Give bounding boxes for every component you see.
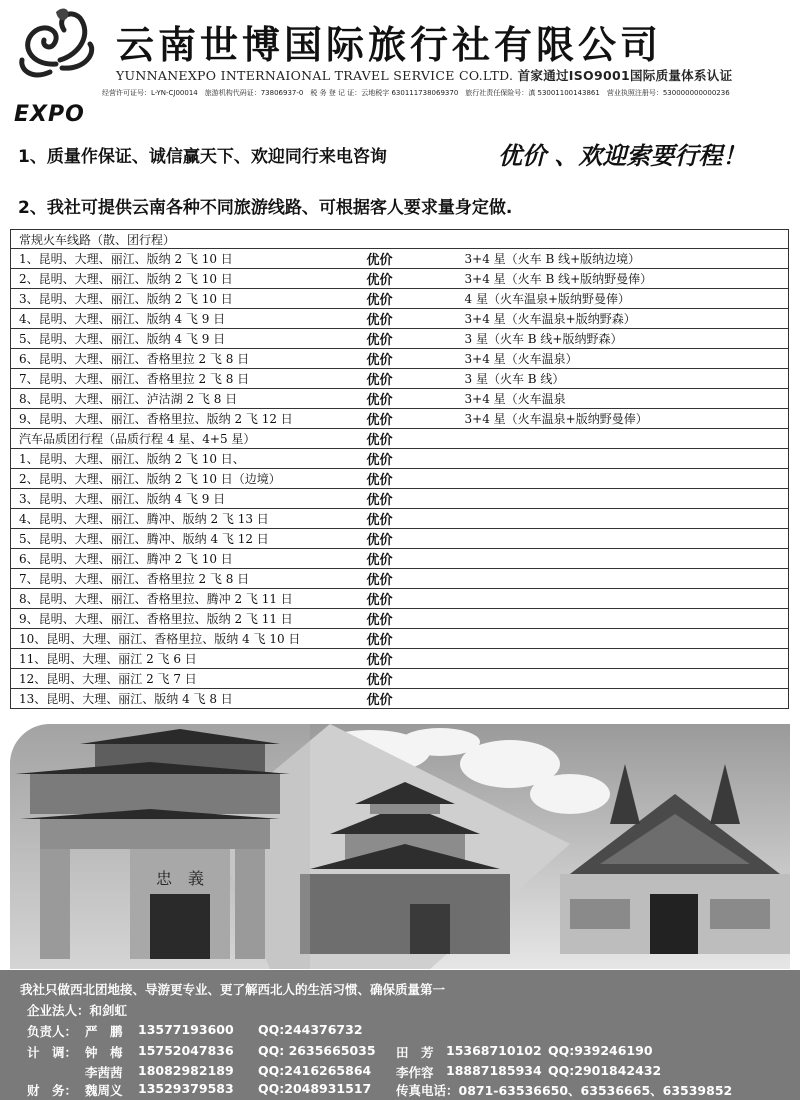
- note-cell: [459, 549, 789, 569]
- route-table-body: [11, 230, 789, 709]
- slogan-1: 1、质量作保证、诚信赢天下、欢迎同行来电咨询: [18, 147, 387, 167]
- note-cell: [459, 629, 789, 649]
- table-row: [11, 369, 789, 389]
- table-row: [11, 529, 789, 549]
- route-cell: 9、昆明、大理、丽江、香格里拉、版纳 2 飞 12 日: [11, 409, 363, 429]
- table-row: [11, 669, 789, 689]
- price-cell: 优价: [363, 349, 459, 369]
- table-row: [11, 569, 789, 589]
- note-cell: [459, 230, 789, 249]
- contact-phone: 13529379583: [138, 1081, 234, 1096]
- contact-qq: QQ:2416265864: [258, 1063, 372, 1078]
- note-cell: [459, 669, 789, 689]
- table-row: [11, 609, 789, 629]
- note-cell: 3 星（火车 B 线+版纳野森）: [459, 329, 789, 349]
- route-cell: 9、昆明、大理、丽江、香格里拉、版纳 2 飞 11 日: [11, 609, 363, 629]
- table-row: [11, 329, 789, 349]
- note-cell: 3+4 星（火车温泉）: [459, 349, 789, 369]
- footer-statement: 我社只做西北团地接、导游更专业、更了解西北人的生活习惯、确保质量第一: [20, 982, 446, 997]
- price-cell: 优价: [363, 309, 459, 329]
- contact-name: 魏周义: [85, 1083, 123, 1098]
- route-cell: 汽车品质团行程（品质行程 4 星、4+5 星）: [11, 429, 363, 449]
- contact-role: 计 调：: [27, 1045, 78, 1060]
- contact-name: 钟 梅: [85, 1045, 123, 1060]
- note-cell: [459, 649, 789, 669]
- route-cell: 4、昆明、大理、丽江、版纳 4 飞 9 日: [11, 309, 363, 329]
- paifang-gate-image: [10, 724, 310, 969]
- company-name: 云南世博国际旅行社有限公司: [116, 23, 663, 67]
- contact-role: 财 务：: [27, 1083, 78, 1098]
- gate-plaque-text: 忠 義: [156, 869, 205, 888]
- contact-phone: 13577193600: [138, 1022, 234, 1037]
- note-cell: [459, 469, 789, 489]
- price-cell: 优价: [363, 629, 459, 649]
- note-cell: [459, 489, 789, 509]
- route-cell: 8、昆明、大理、丽江、香格里拉、腾冲 2 飞 11 日: [11, 589, 363, 609]
- route-cell: 2、昆明、大理、丽江、版纳 2 飞 10 日（边境）: [11, 469, 363, 489]
- table-row: [11, 449, 789, 469]
- note-cell: [459, 609, 789, 629]
- note-cell: [459, 509, 789, 529]
- contact-name-2: 田 芳: [396, 1045, 434, 1060]
- note-cell: 3+4 星（火车温泉+版纳野曼俸）: [459, 409, 789, 429]
- price-cell: 优价: [363, 589, 459, 609]
- contact-name-2: 李作容: [396, 1065, 434, 1080]
- contact-qq: QQ: 2635665035: [258, 1043, 376, 1058]
- price-cell: 优价: [363, 509, 459, 529]
- table-row: [11, 649, 789, 669]
- price-cell: [363, 230, 459, 249]
- contact-name: 李茜茜: [85, 1065, 123, 1080]
- price-cell: 优价: [363, 609, 459, 629]
- footer: [0, 970, 800, 1100]
- contact-name: 严 鹏: [85, 1024, 123, 1039]
- price-cell: 优价: [363, 369, 459, 389]
- price-cell: 优价: [363, 669, 459, 689]
- contact-phone: 15752047836: [138, 1043, 234, 1058]
- price-cell: 优价: [363, 489, 459, 509]
- route-cell: 3、昆明、大理、丽江、版纳 4 飞 9 日: [11, 489, 363, 509]
- price-cell: 优价: [363, 529, 459, 549]
- note-cell: [459, 449, 789, 469]
- table-row: [11, 489, 789, 509]
- route-cell: 4、昆明、大理、丽江、腾冲、版纳 2 飞 13 日: [11, 509, 363, 529]
- table-row: [11, 629, 789, 649]
- route-cell: 8、昆明、大理、丽江、泸沽湖 2 飞 8 日: [11, 389, 363, 409]
- note-cell: 3+4 星（火车温泉+版纳野森）: [459, 309, 789, 329]
- price-cell: 优价: [363, 449, 459, 469]
- table-row: [11, 269, 789, 289]
- route-cell: 13、昆明、大理、丽江、版纳 4 飞 8 日: [11, 689, 363, 709]
- table-row: [11, 469, 789, 489]
- table-row: [11, 409, 789, 429]
- note-cell: [459, 529, 789, 549]
- table-row: [11, 549, 789, 569]
- slogan-2: 2、我社可提供云南各种不同旅游线路、可根据客人要求量身定做.: [18, 198, 513, 218]
- photo-band: [10, 724, 790, 969]
- table-row: [11, 509, 789, 529]
- price-cell: 优价: [363, 689, 459, 709]
- table-row: [11, 230, 789, 249]
- expo-logo-icon: [10, 4, 102, 100]
- route-cell: 6、昆明、大理、丽江、香格里拉 2 飞 8 日: [11, 349, 363, 369]
- price-cell: 优价: [363, 469, 459, 489]
- table-row: [11, 589, 789, 609]
- route-cell: 7、昆明、大理、丽江、香格里拉 2 飞 8 日: [11, 569, 363, 589]
- route-cell: 常规火车线路（散、团行程）: [11, 230, 363, 249]
- price-cell: 优价: [363, 289, 459, 309]
- price-cell: 优价: [363, 329, 459, 349]
- price-cell: 优价: [363, 409, 459, 429]
- note-cell: 3+4 星（火车 B 线+版纳野曼俸）: [459, 269, 789, 289]
- contact-qq-2: QQ:939246190: [548, 1043, 653, 1058]
- contact-phone-2: 15368710102: [446, 1043, 542, 1058]
- price-cell: 优价: [363, 389, 459, 409]
- contact-phone-2: 18887185934: [446, 1063, 542, 1078]
- route-cell: 1、昆明、大理、丽江、版纳 2 飞 10 日: [11, 249, 363, 269]
- route-cell: 10、昆明、大理、丽江、香格里拉、版纳 4 飞 10 日: [11, 629, 363, 649]
- price-cell: 优价: [363, 249, 459, 269]
- note-cell: [459, 569, 789, 589]
- fax-numbers: 传真电话：0871-63536650、63536665、63539852: [396, 1083, 733, 1098]
- route-cell: 7、昆明、大理、丽江、香格里拉 2 飞 8 日: [11, 369, 363, 389]
- contact-phone: 18082982189: [138, 1063, 234, 1078]
- route-cell: 3、昆明、大理、丽江、版纳 2 飞 10 日: [11, 289, 363, 309]
- note-cell: [459, 689, 789, 709]
- note-cell: 3+4 星（火车温泉: [459, 389, 789, 409]
- note-cell: 3+4 星（火车 B 线+版纳边境）: [459, 249, 789, 269]
- price-cell: 优价: [363, 569, 459, 589]
- price-cell: 优价: [363, 429, 459, 449]
- contact-qq-2: QQ:2901842432: [548, 1063, 662, 1078]
- route-cell: 1、昆明、大理、丽江、版纳 2 飞 10 日、: [11, 449, 363, 469]
- route-cell: 6、昆明、大理、丽江、腾冲 2 飞 10 日: [11, 549, 363, 569]
- route-table: [10, 229, 789, 709]
- note-cell: [459, 429, 789, 449]
- price-cell: 优价: [363, 649, 459, 669]
- header: [0, 0, 800, 230]
- route-cell: 5、昆明、大理、丽江、版纳 4 飞 9 日: [11, 329, 363, 349]
- table-row: [11, 289, 789, 309]
- route-cell: 5、昆明、大理、丽江、腾冲、版纳 4 飞 12 日: [11, 529, 363, 549]
- company-english-name: [116, 66, 732, 84]
- contact-qq: QQ:2048931517: [258, 1081, 372, 1096]
- note-cell: 3 星（火车 B 线）: [459, 369, 789, 389]
- table-row: [11, 689, 789, 709]
- note-cell: [459, 589, 789, 609]
- price-cell: 优价: [363, 549, 459, 569]
- table-row: [11, 349, 789, 369]
- temple-photo-collage: [10, 724, 790, 969]
- table-row: [11, 389, 789, 409]
- route-cell: 11、昆明、大理、丽江 2 飞 6 日: [11, 649, 363, 669]
- company-en-text: YUNNANEXPO INTERNAIONAL TRAVEL SERVICE CO.LTD.: [116, 68, 514, 83]
- note-cell: 4 星（火车温泉+版纳野曼俸）: [459, 289, 789, 309]
- legal-representative: 企业法人：和剑虹: [27, 1003, 128, 1018]
- table-row: [11, 429, 789, 449]
- slogan-1-right: 优价 、欢迎索要行程！: [498, 141, 747, 170]
- price-cell: 优价: [363, 269, 459, 289]
- route-cell: 2、昆明、大理、丽江、版纳 2 飞 10 日: [11, 269, 363, 289]
- license-line: 经营许可证号：L-YN-CJ00014 旅游机构代码证：73806937-0 税 务 登 记 证：云地税字 630111738069370 旅行社责任保险号：滇 53001100143861 营业执照注册号：530000000000236: [102, 89, 730, 97]
- table-row: [11, 309, 789, 329]
- route-cell: 12、昆明、大理、丽江 2 飞 7 日: [11, 669, 363, 689]
- logo-text: EXPO: [14, 102, 85, 127]
- certification-text: 首家通过ISO9001国际质量体系认证: [517, 68, 733, 83]
- table-row: [11, 249, 789, 269]
- contact-role: 负责人：: [27, 1024, 78, 1039]
- contact-qq: QQ:244376732: [258, 1022, 363, 1037]
